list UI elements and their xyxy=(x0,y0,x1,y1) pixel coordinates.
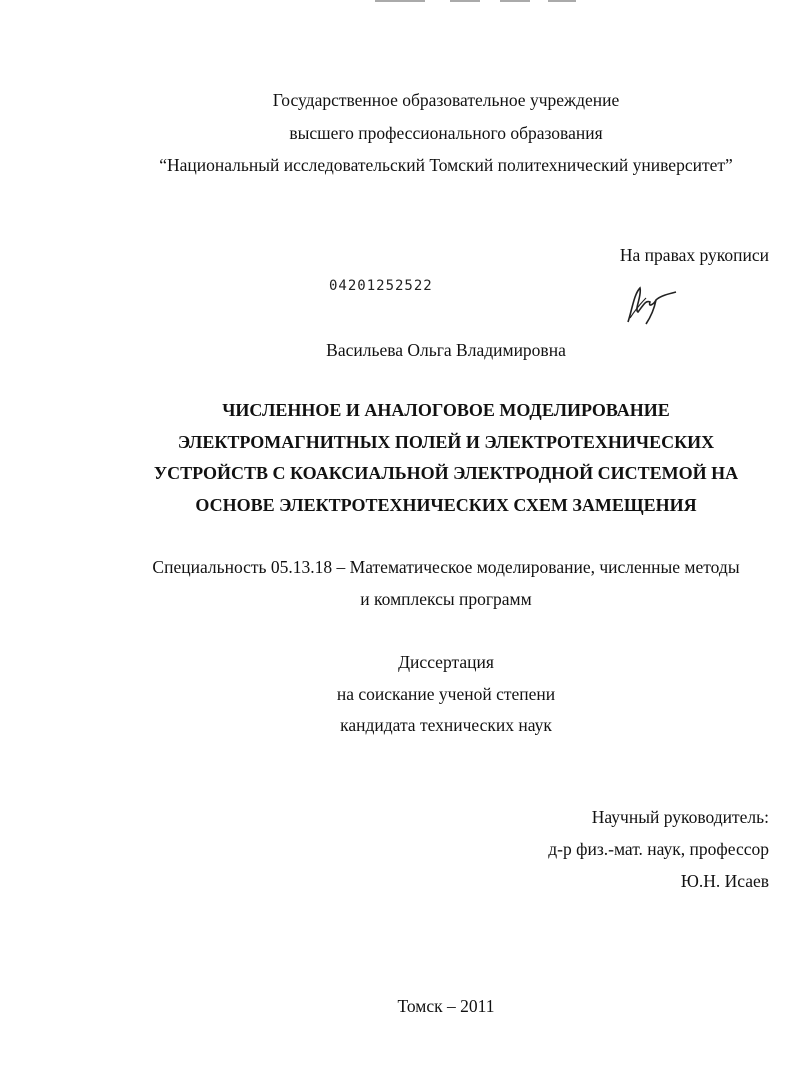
city-year: Томск – 2011 xyxy=(397,996,495,1016)
title-line-4: ОСНОВЕ ЭЛЕКТРОТЕХНИЧЕСКИХ СХЕМ ЗАМЕЩЕНИЯ xyxy=(195,495,697,515)
scan-mark xyxy=(500,0,530,2)
title-line-1: ЧИСЛЕННОЕ И АНАЛОГОВОЕ МОДЕЛИРОВАНИЕ xyxy=(222,400,670,420)
registration-number: 04201252522 xyxy=(329,278,433,294)
institution-line-1: Государственное образовательное учреждение xyxy=(272,90,620,110)
signature xyxy=(620,282,680,327)
degree-line-1: Диссертация xyxy=(398,652,494,672)
scan-mark xyxy=(548,0,576,2)
institution-line-2: высшего профессионального образования xyxy=(289,123,603,143)
title-line-3: УСТРОЙСТВ С КОАКСИАЛЬНОЙ ЭЛЕКТРОДНОЙ СИСТЕМОЙ НА xyxy=(153,463,739,483)
supervisor-label: Научный руководитель: xyxy=(591,807,769,827)
institution-line-3: “Национальный исследовательский Томский политехнический университет” xyxy=(159,155,733,175)
scan-mark xyxy=(450,0,480,2)
author-name: Васильева Ольга Владимировна xyxy=(326,340,566,360)
supervisor-degree: д-р физ.-мат. наук, профессор xyxy=(548,839,769,859)
degree-line-2: на соискание ученой степени xyxy=(336,684,556,704)
supervisor-name: Ю.Н. Исаев xyxy=(680,871,769,891)
manuscript-rights: На правах рукописи xyxy=(619,245,769,265)
degree-line-3: кандидата технических наук xyxy=(340,715,552,735)
specialty-line-2: и комплексы программ xyxy=(360,589,532,609)
title-line-2: ЭЛЕКТРОМАГНИТНЫХ ПОЛЕЙ И ЭЛЕКТРОТЕХНИЧЕСКИХ xyxy=(177,432,715,452)
specialty-line-1: Специальность 05.13.18 – Математическое моделирование, численные методы xyxy=(152,557,740,577)
scan-mark xyxy=(375,0,425,2)
